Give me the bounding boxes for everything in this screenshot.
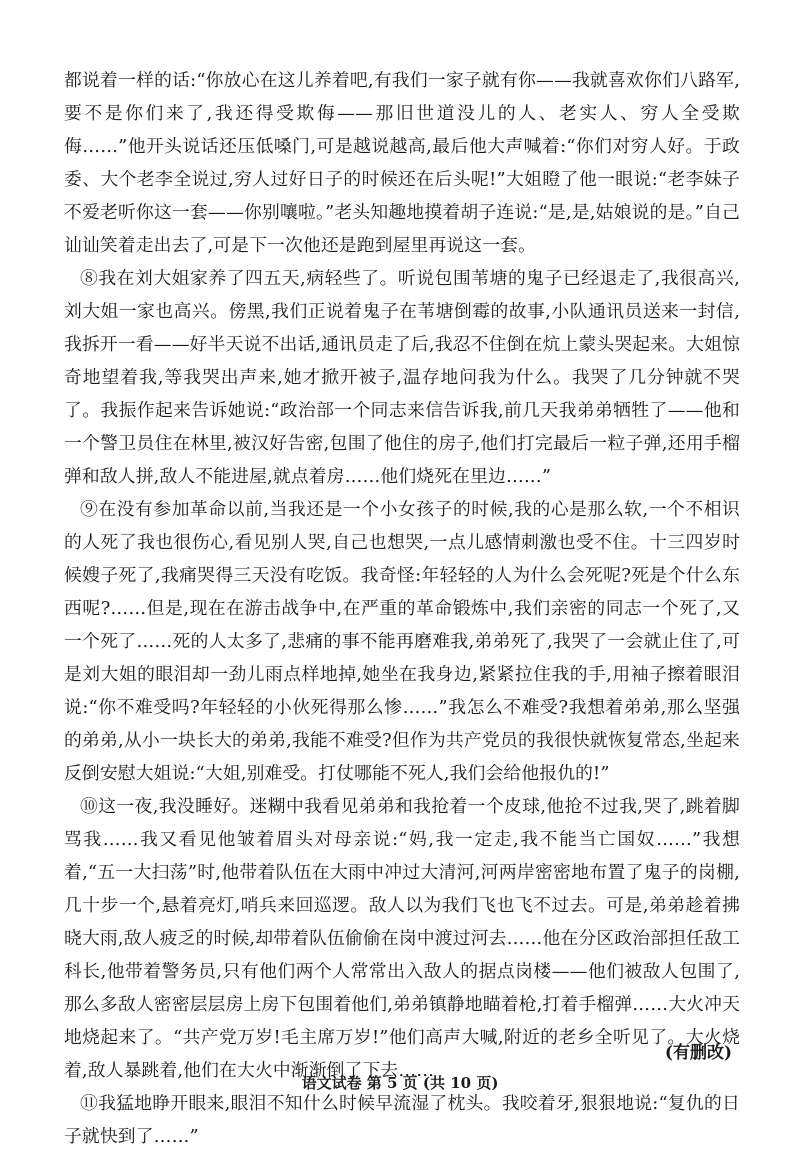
passage-body — [64, 64, 740, 1153]
page-footer: 语文试卷 第 5 页 (共 10 页) — [301, 1074, 499, 1092]
passage-paragraph-8: ⑧我在刘大姐家养了四五天,病轻些了。听说包围苇塘的鬼子已经退走了,我很高兴,刘大姐一家也高兴。傍黑,我们正说着鬼子在苇塘倒霉的故事,小队通讯员送来一封信,我拆开一看——好半天说不出话,通讯员走了后,我忍不住倒在炕上蒙头哭起来。大姐惊奇地望着我,等我哭出声来,她才掀开被子,温存地问我为什么。我哭了几分钟就不哭了。我振作起来告诉她说:“政治部一个同志来信告诉我,前几天我弟弟牺牲了——他和一个警卫员住在林里,被汉好告密,包围了他住的房子,他们打完最后一粒子弹,还用手榴弹和敌人拼,敌人不能进屋,就点着房……他们烧死在里边……” — [64, 268, 740, 487]
passage-paragraph-9: ⑨在没有参加革命以前,当我还是一个小女孩子的时候,我的心是那么软,一个不相识的人死了我也很伤心,看见别人哭,自己也想哭,一点儿感情刺激也受不住。十三四岁时候嫂子死了,我痛哭得三天没有吃饭。我奇怪:年轻轻的人为什么会死呢?死是个什么东西呢?……但是,现在在游击战争中,在严重的革命锻炼中,我们亲密的同志一个死了,又一个死了……死的人太多了,悲痛的事不能再磨难我,弟弟死了,我哭了一会就止住了,可是刘大姐的眼泪却一劲儿雨点样地掉,她坐在我身边,紧紧拉住我的手,用袖子擦着眼泪说:“你不难受吗?年轻轻的小伙死得那么惨……”我怎么不难受?我想着弟弟,那么坚强的弟弟,从小一块长大的弟弟,我能不难受?但作为共产党员的我很快就恢复常态,坐起来反倒安慰大姐说:“大姐,别难受。打仗哪能不死人,我们会给他报仇的!” — [64, 499, 740, 784]
passage-paragraph-continued: 都说着一样的话:“你放心在这儿养着吧,有我们一家子就有你——我就喜欢你们八路军,要不是你们来了,我还得受欺侮——那旧世道没儿的人、老实人、穷人全受欺侮……”他开头说话还压低嗓门,可是越说越高,最后他大声喊着:“你们对穷人好。于政委、大个老李全说过,穷人过好日子的时候还在后头呢!”大姐瞪了他一眼说:“老李妹子不爱老听你这一套——你别嚷啦。”老头知趣地摸着胡子连说:“是,是,姑娘说的是。”自己讪讪笑着走出去了,可是下一次他还是跑到屋里再说这一套。 — [64, 70, 740, 256]
passage-paragraph-10: ⑩这一夜,我没睡好。迷糊中我看见弟弟和我抢着一个皮球,他抢不过我,哭了,跳着脚骂我……我又看见他皱着眉头对母亲说:“妈,我一定走,我不能当亡国奴……”我想着,“五一大扫荡”时,他带着队伍在大雨中冲过大清河,河两岸密密地布置了鬼子的岗棚,几十步一个,悬着亮灯,哨兵来回巡逻。敌人以为我们飞也飞不过去。可是,弟弟趁着拂晓大雨,敌人疲乏的时候,却带着队伍偷偷在岗中渡过河去……他在分区政治部担任敌工科长,他带着警务员,只有他们两个人常常出入敌人的据点岗楼——他们被敌人包围了,那么多敌人密密层层房上房下包围着他们,弟弟镇静地瞄着枪,打着手榴弹……大火冲天地烧起来了。“共产党万岁!毛主席万岁!”他们高声大喊,附近的老乡全听见了。大火烧着,敌人暴跳着,他们在大火中渐渐倒了下去…… — [64, 796, 740, 1081]
passage-paragraph-11: ⑪我猛地睁开眼来,眼泪不知什么时候早流湿了枕头。我咬着牙,狠狠地说:“复仇的日子就快到了……” — [64, 1093, 740, 1147]
edited-note: (有删改) — [664, 1043, 732, 1063]
